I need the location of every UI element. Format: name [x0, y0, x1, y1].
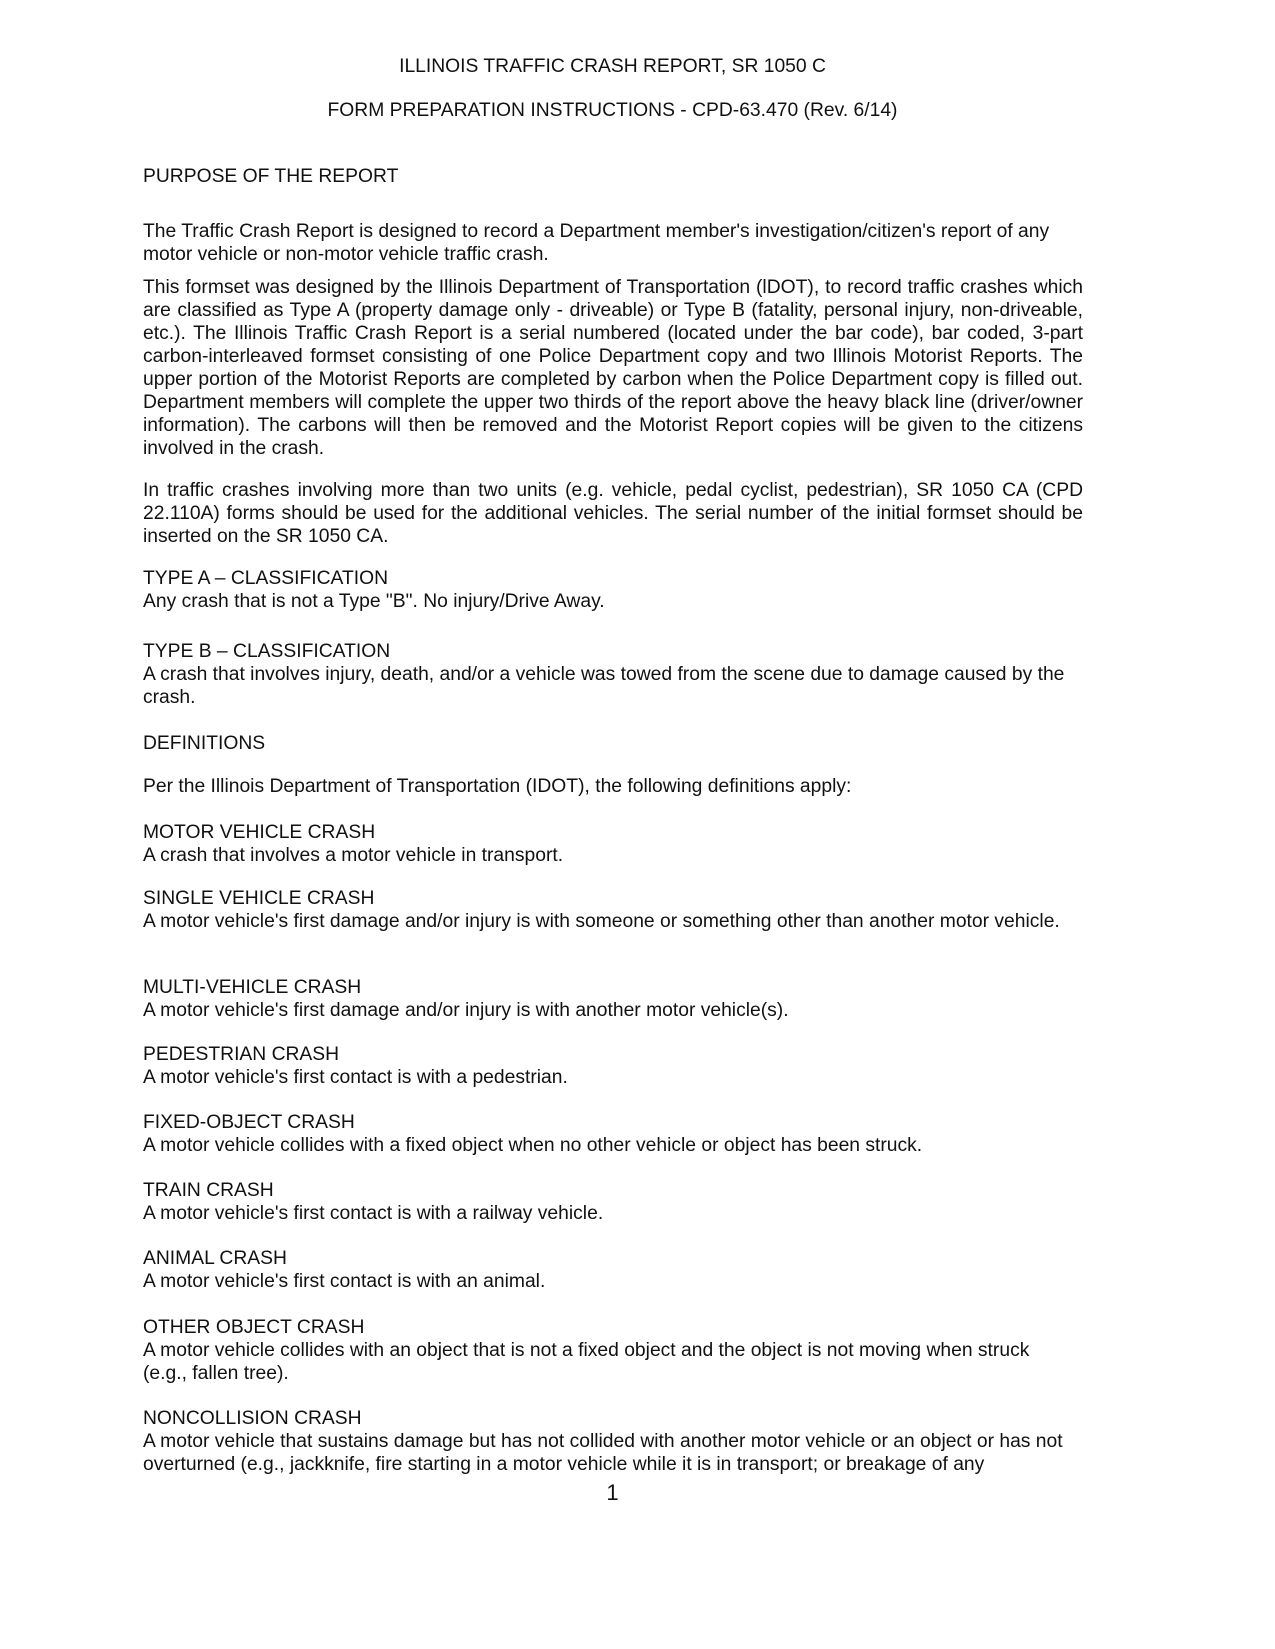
document-title: ILLINOIS TRAFFIC CRASH REPORT, SR 1050 C	[399, 56, 826, 77]
document-subtitle: FORM PREPARATION INSTRUCTIONS - CPD-63.470 (Rev. 6/14)	[327, 100, 898, 121]
definition-text: A motor vehicle's first damage and/or injury is with another motor vehicle(s).	[143, 1000, 789, 1021]
definition-item	[143, 1407, 1073, 1476]
definition-text: A crash that involves a motor vehicle in transport.	[143, 845, 564, 866]
definition-text: A motor vehicle's first contact is with an animal.	[143, 1271, 546, 1292]
paragraph: The Traffic Crash Report is designed to record a Department member's investigation/citizen's report of any motor vehicle or non-motor vehicle traffic crash.	[143, 221, 1050, 265]
definition-term: NONCOLLISION CRASH	[143, 1408, 362, 1429]
definition-term: PEDESTRIAN CRASH	[143, 1044, 340, 1065]
section-heading: TYPE B – CLASSIFICATION	[143, 641, 391, 662]
definition-item	[143, 1111, 1083, 1157]
definitions-intro: Per the Illinois Department of Transportation (IDOT), the following definitions apply:	[143, 776, 852, 797]
definition-term: OTHER OBJECT CRASH	[143, 1317, 365, 1338]
definition-term: MOTOR VEHICLE CRASH	[143, 822, 376, 843]
definition-item	[143, 1316, 1043, 1385]
definition-text: A motor vehicle that sustains damage but has not collided with another motor vehicle or an object or has not overturned (e.g., jackknife, fire starting in a motor vehicle while it is in transport; or breakage of any	[143, 1431, 1063, 1475]
section-heading-definitions: DEFINITIONS	[143, 733, 266, 754]
paragraph: In traffic crashes involving more than two units (e.g. vehicle, pedal cyclist, pedestrian), SR 1050 CA (CPD 22.110A) forms should be used for the additional vehicles. The serial number of the initial formset should be inserted on the SR 1050 CA.	[143, 480, 1083, 547]
definition-term: ANIMAL CRASH	[143, 1248, 287, 1269]
section-heading: TYPE A – CLASSIFICATION	[143, 568, 389, 589]
definition-text: A motor vehicle collides with a fixed object when no other vehicle or object has been struck.	[143, 1135, 923, 1156]
definition-item	[143, 887, 1083, 933]
section-body: A crash that involves injury, death, and/or a vehicle was towed from the scene due to damage caused by the crash.	[143, 664, 1065, 708]
definition-term: FIXED-OBJECT CRASH	[143, 1112, 355, 1133]
definition-item	[143, 1043, 1083, 1089]
definition-item	[143, 1179, 1083, 1225]
definition-text: A motor vehicle's first contact is with a railway vehicle.	[143, 1203, 604, 1224]
page-number: 1	[606, 1480, 619, 1505]
section-body: Any crash that is not a Type "B". No injury/Drive Away.	[143, 591, 605, 612]
definition-text: A motor vehicle's first damage and/or injury is with someone or something other than another motor vehicle.	[143, 911, 1060, 932]
definition-item	[143, 976, 1083, 1022]
paragraph: This formset was designed by the Illinois Department of Transportation (lDOT), to record traffic crashes which are classified as Type A (property damage only - driveable) or Type B (fatality, personal injury, non-driveable, etc.). The Illinois Traffic Crash Report is a serial numbered (located under the bar code), bar coded, 3-part carbon-interleaved formset consisting of one Police Department copy and two Illinois Motorist Reports. The upper portion of the Motorist Reports are completed by carbon when the Police Department copy is filled out. Department members will complete the upper two thirds of the report above the heavy black line (driver/owner information). The carbons will then be removed and the Motorist Report copies will be given to the citizens involved in the crash.	[143, 277, 1083, 459]
definition-term: SINGLE VEHICLE CRASH	[143, 888, 375, 909]
definition-term: TRAIN CRASH	[143, 1180, 274, 1201]
definition-item	[143, 821, 1083, 867]
type-b-section	[143, 640, 1083, 709]
definition-text: A motor vehicle collides with an object that is not a fixed object and the object is not moving when struck (e.g., fallen tree).	[143, 1340, 1030, 1384]
type-a-section	[143, 567, 1083, 613]
section-heading-purpose: PURPOSE OF THE REPORT	[143, 166, 399, 187]
definition-term: MULTI-VEHICLE CRASH	[143, 977, 362, 998]
definition-text: A motor vehicle's first contact is with a pedestrian.	[143, 1067, 568, 1088]
definition-item	[143, 1247, 1083, 1293]
